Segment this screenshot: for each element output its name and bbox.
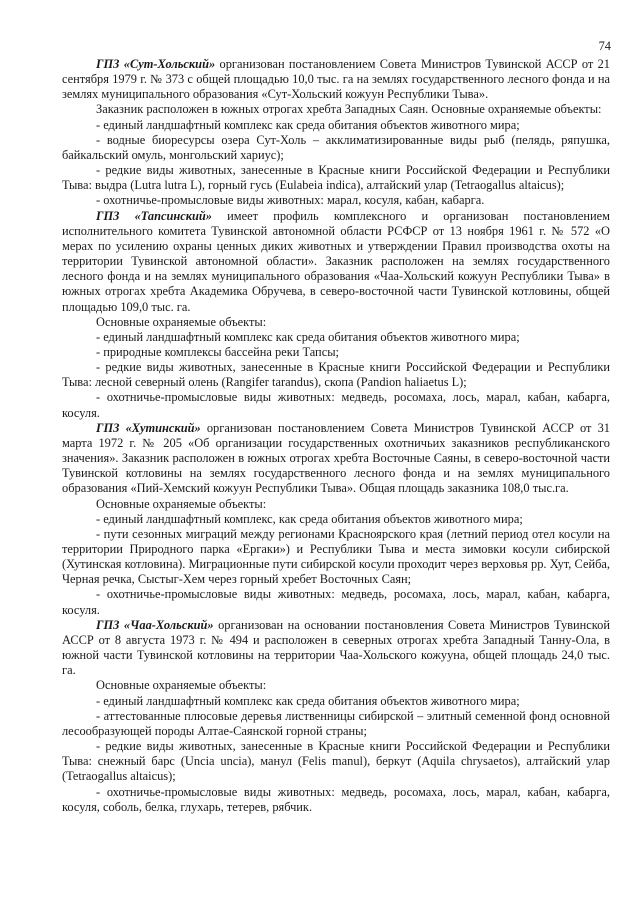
paragraph-text: организован постановлением Совета Министров Тувинской АССР от 21 сентября 1979 г. № 373 с общей площадью 10,0 тыс. га на землях государственного лесного фонда и на землях муниципального образования «Сут-Хольский кожуун Республики Тыва». bbox=[62, 57, 610, 102]
list-item: - охотничье-промысловые виды животных: медведь, росомаха, лось, марал, кабан, кабарга, косуля. bbox=[62, 587, 610, 617]
paragraph bbox=[62, 618, 610, 679]
paragraph: Основные охраняемые объекты: bbox=[96, 314, 267, 329]
reserve-title: ГПЗ «Сут-Хольский» bbox=[96, 57, 216, 71]
reserve-title: ГПЗ «Хутинский» bbox=[96, 420, 201, 435]
list-item: - природные комплексы бассейна реки Тапсы; bbox=[96, 344, 339, 359]
page-number: 74 bbox=[598, 39, 611, 53]
list-item: - редкие виды животных, занесенные в Красные книги Российской Федерации и Республики Тыва: выдра (Lutra lutra L), горный гусь (Eulabeia indica), алтайский улар (Tetraogallus altaicus); bbox=[62, 163, 610, 193]
reserve-title: ГПЗ «Чаа-Хольский» bbox=[96, 617, 214, 632]
list-item: - аттестованные плюсовые деревья лиственницы сибирской – элитный семенной фонд основной лесообразующей породы Алтае-Саянской горной страны; bbox=[62, 708, 610, 738]
paragraph-text: имеет профиль комплексного и организован постановлением исполнительного комитета Тувинской автономной области РСФСР от 13 ноября 1961 г. № 572 «О мерах по усилению охраны ценных диких животных и утверждении Правил производства охоты на территории Тувинской автономной области». Заказник расположен на землях государственного лесного фонда и на землях муниципального образования «Чаа-Хольский кожуун Республики Тыва» в южных отрогах хребта Академика Обручева, в северо-восточной части Тувинской котловины, общей площадью 109,0 тыс. га. bbox=[62, 208, 611, 314]
list-item: - редкие виды животных, занесенные в Красные книги Российской Федерации и Республики Тыва: лесной северный олень (Rangifer tarandus), скопа (Pandion haliaetus L); bbox=[62, 360, 610, 390]
list-item: - единый ландшафтный комплекс, как среда обитания объектов животного мира; bbox=[96, 511, 523, 526]
paragraph bbox=[62, 421, 610, 497]
paragraph: Основные охраняемые объекты: bbox=[96, 678, 267, 693]
list-item: - водные биоресурсы озера Сут-Холь – акклиматизированные виды рыб (пелядь, ряпушка, байкальский омуль, монгольский хариус); bbox=[62, 132, 610, 162]
paragraph: Основные охраняемые объекты: bbox=[96, 496, 267, 511]
paragraph bbox=[62, 209, 610, 315]
paragraph-text: организован на основании постановления Совета Министров Тувинской АССР от 8 августа 1973 г. № 494 и расположен в северных отрогах хребта Западный Танну-Ола, в южной части Тувинской котловины на территории Чаа-Хольского кожууна, общей площадь 24,0 тыс. га. bbox=[62, 617, 610, 678]
list-item: - единый ландшафтный комплекс как среда обитания объектов животного мира; bbox=[96, 693, 520, 708]
list-item: - охотничье-промысловые виды животных: марал, косуля, кабан, кабарга. bbox=[96, 193, 485, 208]
reserve-title: ГПЗ «Тапсинский» bbox=[96, 208, 213, 223]
paragraph: Заказник расположен в южных отрогах хребта Западных Саян. Основные охраняемые объекты: bbox=[96, 102, 602, 117]
paragraph bbox=[62, 57, 610, 102]
list-item: - охотничье-промысловые виды животных: медведь, росомаха, лось, марал, кабан, кабарга, косуля, соболь, белка, глухарь, тетерев, рябчик. bbox=[62, 784, 610, 814]
list-item: - единый ландшафтный комплекс как среда обитания объектов животного мира; bbox=[96, 117, 520, 132]
list-item: - пути сезонных миграций между регионами Красноярского края (летний период отел косули на территории Природного парка «Ергаки») и Республики Тыва и места зимовки косули сибирской (Хутинская котловина). Миграционные пути сибирской косули проходит через верховья рр. Хут, Сейба, Черная речка, Сыстыг-Хем через горный хребет Восточных Саян; bbox=[62, 526, 610, 587]
list-item: - единый ландшафтный комплекс как среда обитания объектов животного мира; bbox=[96, 329, 520, 344]
list-item: - охотничье-промысловые виды животных: медведь, росомаха, лось, марал, кабан, кабарга, косуля. bbox=[62, 390, 610, 420]
paragraph-text: организован постановлением Совета Министров Тувинской АССР от 31 марта 1972 г. № 205 «Об организации государственных охотничьих заказников республиканского значения». Заказник расположен в южных отрогах хребта Восточные Саяны, в северо-восточной части Тувинской котловины на землях государственного лесного фонда и на землях муниципального образования «Пий-Хемский кожуун Республики Тыва». Общая площадь заказника 108,0 тыс.га. bbox=[62, 420, 610, 496]
page-body bbox=[62, 57, 610, 815]
list-item: - редкие виды животных, занесенные в Красные книги Российской Федерации и Республики Тыва: снежный барс (Uncia uncia), манул (Felis manul), беркут (Aquila chrysaetos), алтайский улар (Tetraogallus altaicus); bbox=[62, 739, 610, 784]
